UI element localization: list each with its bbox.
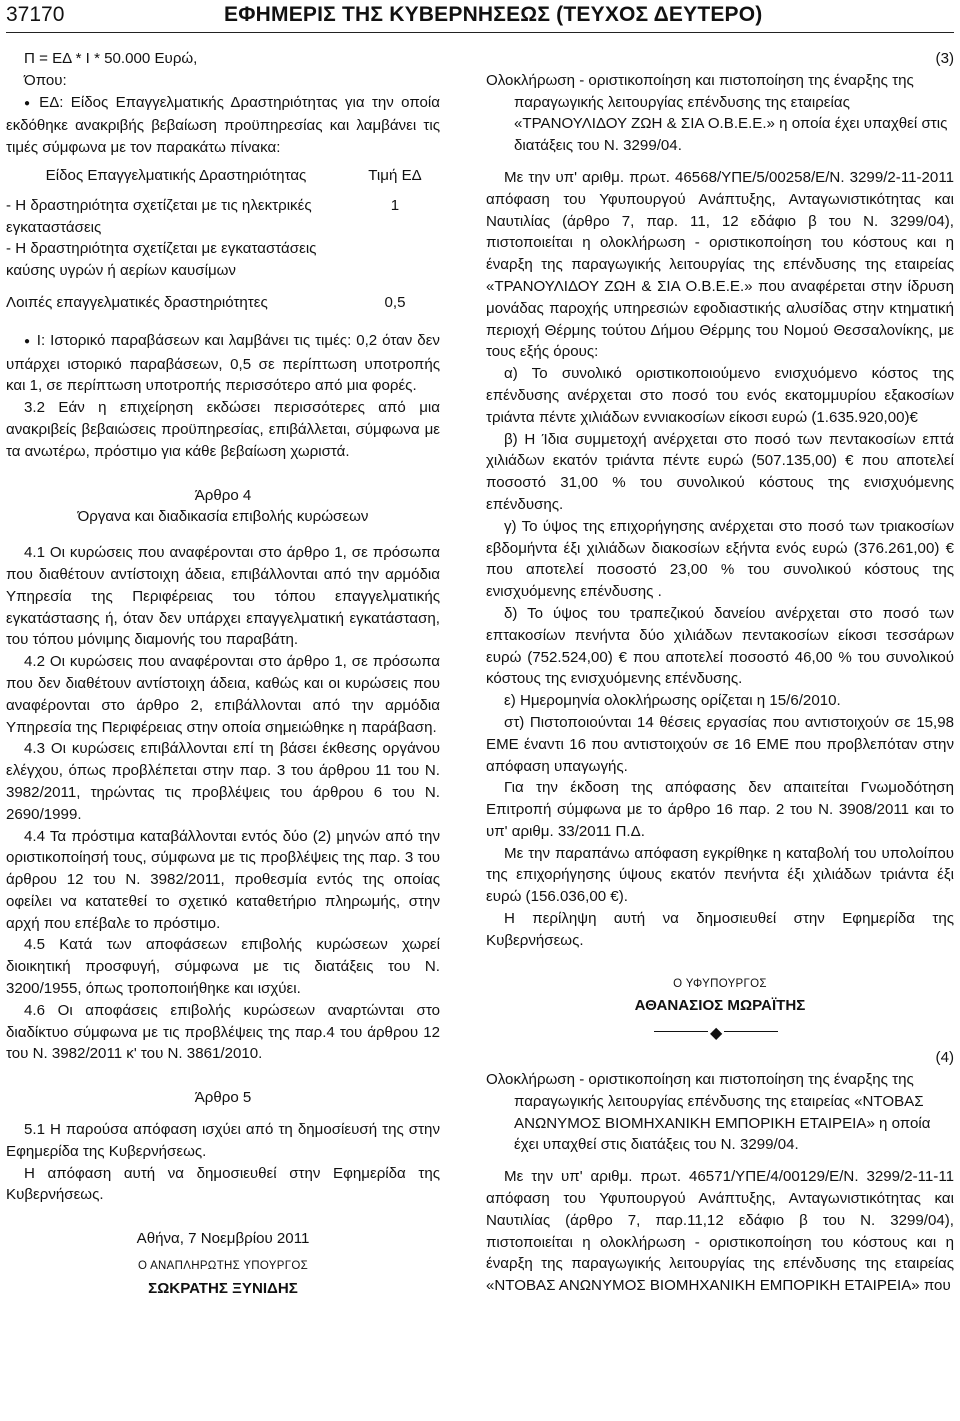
gazette-title: ΕΦΗΜΕΡΙΣ ΤΗΣ ΚΥΒΕΡΝΗΣΕΩΣ (ΤΕΥΧΟΣ ΔΕΥΤΕΡΟ) <box>224 3 763 26</box>
signing-date: Αθήνα, 7 Νοεμβρίου 2011 <box>136 1230 310 1248</box>
table-cell-activity-other: Λοιπές επαγγελματικές δραστηριότητες <box>6 293 268 311</box>
page-number: 37170 <box>6 3 65 26</box>
section-3-remaining-payment: Με την παραπάνω απόφαση εγκρίθηκε η καταβολή του υπολοίπου της επιχορήγησης ύψους εκατόν πενήντα έξι χιλιάδων τριάντα έξι ευρώ (156.036,00 €). <box>486 844 954 906</box>
section-3-term-a: α) Το συνολικό οριστικοποιούμενο ενισχυόμενο κόστος της επένδυσης ανέρχεται στο ποσό του ενός εκατομμυρίου εξακοσίων τριάντα πέντε χιλιάδων εννιακοσίων είκοσι ευρώ (1.635.920,00)€ <box>486 365 954 426</box>
section-3-term-e: ε) Ημερομηνία ολοκλήρωσης ορίζεται η 15/6/2010. <box>504 692 841 710</box>
section-3-term-st: στ) Πιστοποιούνται 14 θέσεις εργασίας που αντιστοιχούν σε 15,98 ΕΜΕ έναντι 16 που αντιστοιχούν σε 16 ΕΜΕ που προβλεπόταν στην απόφαση υπαγωγής. <box>486 713 954 775</box>
section-4-heading: Ολοκλήρωση - οριστικοποίηση και πιστοποίηση της έναρξης της παραγωγικής λειτουργίας επένδυσης της εταιρείας «ΝΤΟΒΑΣ ΑΝΩΝΥΜΟΣ ΒΙΟΜΗΧΑΝΙΚΗ ΕΜΠΟΡΙΚΗ ΕΤΑΙΡΕΙΑ» η οποία έχει υπαχθεί στις διατάξεις του Ν. 3299/04. <box>486 1071 931 1154</box>
section-4-intro: Με την υπ' αριθμ. πρωτ. 46571/ΥΠΕ/4/00129/Ε/Ν. 3299/2-11-11 απόφαση του Υφυπουργού Ανάπτυξης, Ανταγωνιστικότητας και Ναυτιλίας (άρθρο 7, παρ.11,12 εδάφιο β του Ν. 3299/04), πιστοποιείται η ολοκλήρωση - οριστικοποίηση του κόστους και η έναρξη της παραγωγικής λειτουργίας της επένδυσης της εταιρείας «ΝΤΟΒΑΣ ΑΝΩΝΥΜΟΣ ΒΙΟΜΗΧΑΝΙΚΗ ΕΜΠΟΡΙΚΗ ΕΤΑΙΡΕΙΑ» που <box>486 1168 954 1295</box>
section-3-term-d: δ) Το ύψος του τραπεζικού δανείου ανέρχεται στο ποσό των επτακοσίων πενήντα δύο χιλιάδων πεντακοσίων είκοσι τεσσάρων ευρώ (752.524,00) € που αποτελεί ποσοστό 46,00 % του συνολικού κόστους της ενισχυόμενης επένδυσης. <box>486 604 954 688</box>
diamond-ornament-icon: ◆ <box>708 1023 724 1045</box>
section-tag-4: (4) <box>935 1049 954 1067</box>
section-3-heading: Ολοκλήρωση - οριστικοποίηση και πιστοποίηση της έναρξης της παραγωγικής λειτουργίας επένδυσης της εταιρείας «ΤΡΑΝΟΥΛΙΔΟΥ ΖΩΗ & ΣΙΑ Ο.Β.Ε.Ε.» η οποία έχει υπαχθεί στις διατάξεις του Ν. 3299/04. <box>486 71 948 155</box>
article-5-title: Άρθρο 5 <box>194 1089 252 1107</box>
table-header-activity: Είδος Επαγγελματικής Δραστηριότητας <box>45 166 307 184</box>
penalty-formula: Π = ΕΔ * Ι * 50.000 Ευρώ, <box>24 50 198 67</box>
paragraph-4-5: 4.5 Κατά των αποφάσεων επιβολής κυρώσεων χωρεί διοικητική προσφυγή, σύμφωνα με τις διατάξεις του Ν. 3200/1955, όπως τροποποιήθηκε και ισχύει. <box>6 936 440 998</box>
bullet-i: ● Ι: Ιστορικό παραβάσεων και λαμβάνει τις τιμές: 0,2 όταν δεν υπάρχει ιστορικό παραβάσεων, 0,5 σε περίπτωση υποτροπής και 1, σε περίπτωση υποτροπής περισσότερο από μια φορές. <box>6 330 440 397</box>
section-3-intro: Με την υπ' αριθμ. πρωτ. 46568/ΥΠΕ/5/00258/Ε/Ν. 3299/2-11-2011 απόφαση του Υφυπουργού Ανάπτυξης, Ανταγωνιστικότητας και Ναυτιλίας (άρθρο 7, παρ. 11, 12 εδάφιο β του Ν. 3299/04), πιστοποιείται η ολοκλήρωση - οριστικοποίηση του κόστους και η έναρξη της παραγωγικής λειτουργίας της επένδυσης της εταιρείας «ΤΡΑΝΟΥΛΙΔΟΥ ΖΩΗ & ΣΙΑ Ο.Β.Ε.Ε.» που αναφέρεται στην ίδρυση μονάδας παροχής υπηρεσιών εφοδιαστικής αλυσίδας στην κτηματική περιοχή Θέρμης τούτου Δήμου Θέρμης του Νομού Θεσσαλονίκης, με τους εξής όρους: <box>486 168 954 361</box>
article-4-title: Άρθρο 4 <box>194 486 252 504</box>
page-header <box>0 0 960 40</box>
table-header-row <box>6 163 440 195</box>
paragraph-4-4: 4.4 Τα πρόστιμα καταβάλλονται εντός δύο (2) μηνών από την οριστικοποίησή τους, σύμφωνα με τις προβλέψεις της παρ. 3 του άρθρου 12 του Ν. 3982/2011, προθεσμία εντός της οποίας οφείλει να κατατεθεί το σχετικό καταθετήριο πληρωμής, στην αρχή που επέβαλε το πρόστιμο. <box>6 827 440 932</box>
section-tag-3: (3) <box>935 50 954 67</box>
minister-name: ΑΘΑΝΑΣΙΟΣ ΜΩΡΑΪΤΗΣ <box>634 997 806 1015</box>
right-column <box>486 48 954 1297</box>
header-rule <box>6 32 954 33</box>
signer-role: Ο ΑΝΑΠΛΗΡΩΤΗΣ ΥΠΟΥΡΓΟΣ <box>137 1260 308 1273</box>
paragraph-4-6: 4.6 Οι αποφάσεις επιβολής κυρώσεων αναρτώνται στο διαδίκτυο σύμφωνα με τις προβλέψεις της παρ.4 του άρθρου 12 του Ν. 3982/2011 κ' του Ν. 3861/2010. <box>6 1001 440 1063</box>
paragraph-4-1: 4.1 Οι κυρώσεις που αναφέρονται στο άρθρο 1, σε πρόσωπα που διαθέτουν αντίστοιχη άδεια, επιβάλλονται από την αρμόδια Υπηρεσία της Περιφέρειας του τόπου επαγγελματικής εγκατάστασης ή, όταν δεν υπάρχει επαγγελματική εγκατάσταση, του τόπου μόνιμης διαμονής του παραβάτη. <box>6 544 440 649</box>
paragraph-4-2: 4.2 Οι κυρώσεις που αναφέρονται στο άρθρο 1, σε πρόσωπα που δεν διαθέτουν αντίστοιχη άδεια, καθώς και οι κυρώσεις που αναφέρονται στο άρθρο 2, επιβάλλονται από την αρμόδια Υπηρεσία της Περιφέρειας στην οποία σημειώθηκε η παράβαση. <box>6 653 440 736</box>
where-label: Όπου: <box>24 71 67 89</box>
table-row <box>6 292 440 314</box>
section-divider <box>486 1023 954 1041</box>
paragraph-4-3: 4.3 Οι κυρώσεις επιβάλλονται επί τη βάσει έκθεσης οργάνου ελέγχου, όπως προβλέπεται στην παρ. 3 του άρθρου 11 του Ν. 3982/2011, τηρώντας τις προβλέψεις του άρθρου 6 του Ν. 2690/1999. <box>6 740 440 823</box>
table-header-value: Τιμή ΕΔ <box>368 166 422 184</box>
table-cell-value: 0,5 <box>384 293 406 311</box>
article-4-subtitle: Όργανα και διαδικασία επιβολής κυρώσεων <box>77 508 369 526</box>
signer-name: ΣΩΚΡΑΤΗΣ ΞΥΝΙΔΗΣ <box>148 1279 298 1297</box>
bullet-ed: ● ΕΔ: Είδος Επαγγελματικής Δραστηριότητας για την οποία εκδόθηκε ανακριβής βεβαίωση προϋπηρεσίας και λαμβάνει τις τιμές σύμφωνα με τον παρακάτω πίνακα: <box>6 92 440 159</box>
publish-order: Η απόφαση αυτή να δημοσιευθεί στην Εφημερίδα της Κυβερνήσεως. <box>6 1164 440 1204</box>
table-cell-value: 1 <box>390 196 400 214</box>
minister-role: Ο ΥΦΥΠΟΥΡΓΟΣ <box>673 977 767 990</box>
section-3-publish-order: Η περίληψη αυτή να δημοσιευθεί στην Εφημερίδα της Κυβερνήσεως. <box>486 910 954 949</box>
section-3-term-c: γ) Το ύψος της επιχορήγησης ανέρχεται στο ποσό των τριακοσίων εβδομήντα έξι χιλιάδων διακοσίων εξήντα ενός ευρώ (376.261,00) € που αποτελεί ποσοστό 23,00 % του συνολικού κόστους της ενισχυόμενης επένδυσης . <box>486 517 954 601</box>
section-3-opinion: Για την έκδοση της απόφασης δεν απαιτείται Γνωμοδότηση Επιτροπή σύμφωνα με το άρθρο 16 παρ. 2 του Ν. 3908/2011 και το υπ' αριθμ. 33/2011 Π.Δ. <box>486 779 954 840</box>
paragraph-5-1: 5.1 Η παρούσα απόφαση ισχύει από τη δημοσίευσή της στην Εφημερίδα της Κυβερνήσεως. <box>6 1121 440 1160</box>
activity-value-table <box>6 163 440 314</box>
table-cell-activity-electrical: - Η δραστηριότητα σχετίζεται με τις ηλεκτρικές εγκαταστάσεις <box>6 196 312 236</box>
paragraph-3-2: 3.2 Εάν η επιχείρηση εκδώσει περισσότερες από μια ανακριβείς βεβαιώσεις προϋπηρεσίας, επιβάλλεται, σύμφωνα με τα ανωτέρω, πρόστιμο για κάθε βεβαίωση χωριστά. <box>6 399 440 460</box>
left-column <box>6 48 440 1300</box>
section-3-term-b: β) Η Ίδια συμμετοχή ανέρχεται στο ποσό των πεντακοσίων επτά χιλιάδων εκατόν τριάντα πέντε ευρώ (507.135,00) € που αποτελεί ποσοστό 31,00 % του συνολικού κόστους της ενισχυόμενης επένδυσης. <box>486 430 954 513</box>
table-row <box>6 195 440 282</box>
table-cell-activity-combustion: - Η δραστηριότητα σχετίζεται με εγκαταστάσεις καύσης υγρών ή αερίων καυσίμων <box>6 240 317 280</box>
